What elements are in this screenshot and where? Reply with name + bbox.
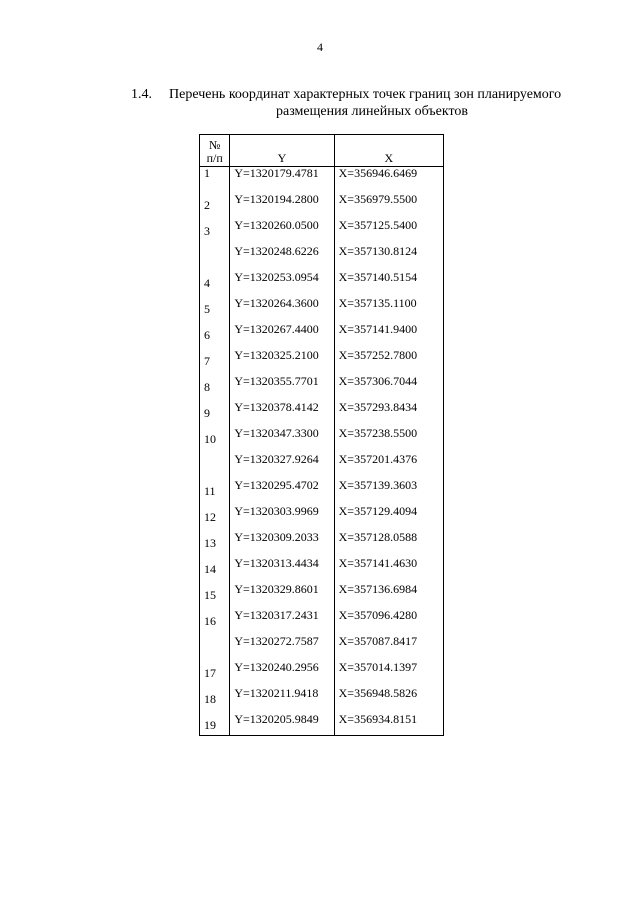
row-number-cell — [200, 349, 230, 375]
table-row — [200, 167, 444, 194]
x-coordinate: X=357129.4094 — [334, 505, 443, 531]
table-row — [200, 479, 444, 505]
x-coordinate: X=357125.5400 — [334, 219, 443, 245]
row-number-cell — [200, 635, 230, 661]
table-row — [200, 453, 444, 479]
y-coordinate: Y=1320378.4142 — [230, 401, 334, 427]
y-coordinate: Y=1320205.9849 — [230, 713, 334, 736]
y-coordinate: Y=1320179.4781 — [230, 167, 334, 194]
table-row — [200, 609, 444, 635]
table-row — [200, 635, 444, 661]
table-row — [200, 349, 444, 375]
header-x: X — [334, 135, 443, 167]
row-number: 13 — [204, 536, 216, 550]
y-coordinate: Y=1320313.4434 — [230, 557, 334, 583]
x-coordinate: X=357128.0588 — [334, 531, 443, 557]
y-coordinate: Y=1320211.9418 — [230, 687, 334, 713]
row-number: 19 — [204, 718, 216, 732]
row-number-cell — [200, 323, 230, 349]
table-header-row — [200, 135, 444, 167]
row-number-cell — [200, 167, 230, 194]
x-coordinate: X=357141.4630 — [334, 557, 443, 583]
table-row — [200, 219, 444, 245]
row-number-cell — [200, 713, 230, 736]
y-coordinate: Y=1320267.4400 — [230, 323, 334, 349]
x-coordinate: X=357087.8417 — [334, 635, 443, 661]
y-coordinate: Y=1320309.2033 — [230, 531, 334, 557]
y-coordinate: Y=1320248.6226 — [230, 245, 334, 271]
table-row — [200, 271, 444, 297]
table-row — [200, 193, 444, 219]
table-row — [200, 427, 444, 453]
header-number — [200, 135, 230, 167]
x-coordinate: X=357140.5154 — [334, 271, 443, 297]
header-number-line1: № — [208, 138, 221, 152]
heading-line-2: размещения линейных объектов — [276, 104, 469, 119]
table-row — [200, 297, 444, 323]
row-number-cell — [200, 297, 230, 323]
x-coordinate: X=356948.5826 — [334, 687, 443, 713]
row-number-cell — [200, 219, 230, 245]
row-number: 11 — [204, 484, 216, 498]
table-row — [200, 375, 444, 401]
row-number-cell — [200, 661, 230, 687]
row-number-cell — [200, 479, 230, 505]
row-number-cell — [200, 531, 230, 557]
x-coordinate: X=356934.8151 — [334, 713, 443, 736]
y-coordinate: Y=1320325.2100 — [230, 349, 334, 375]
row-number-cell — [200, 557, 230, 583]
row-number-cell — [200, 245, 230, 271]
y-coordinate: Y=1320253.0954 — [230, 271, 334, 297]
x-coordinate: X=357014.1397 — [334, 661, 443, 687]
row-number-cell — [200, 453, 230, 479]
table-row — [200, 505, 444, 531]
row-number: 17 — [204, 666, 216, 680]
y-coordinate: Y=1320194.2800 — [230, 193, 334, 219]
row-number: 6 — [204, 328, 210, 342]
row-number: 5 — [204, 302, 210, 316]
table-row — [200, 661, 444, 687]
x-coordinate: X=357293.8434 — [334, 401, 443, 427]
table-row — [200, 401, 444, 427]
y-coordinate: Y=1320240.2956 — [230, 661, 334, 687]
row-number: 18 — [204, 692, 216, 706]
row-number: 15 — [204, 588, 216, 602]
x-coordinate: X=357096.4280 — [334, 609, 443, 635]
x-coordinate: X=357130.8124 — [334, 245, 443, 271]
row-number-cell — [200, 375, 230, 401]
table-row — [200, 323, 444, 349]
x-coordinate: X=357252.7800 — [334, 349, 443, 375]
heading-line-1 — [131, 86, 561, 103]
y-coordinate: Y=1320295.4702 — [230, 479, 334, 505]
row-number-cell — [200, 271, 230, 297]
table-row — [200, 531, 444, 557]
y-coordinate: Y=1320272.7587 — [230, 635, 334, 661]
table-row — [200, 557, 444, 583]
row-number: 2 — [204, 198, 210, 212]
y-coordinate: Y=1320317.2431 — [230, 609, 334, 635]
row-number: 9 — [204, 406, 210, 420]
row-number: 4 — [204, 276, 210, 290]
x-coordinate: X=357136.6984 — [334, 583, 443, 609]
y-coordinate: Y=1320355.7701 — [230, 375, 334, 401]
x-coordinate: X=356946.6469 — [334, 167, 443, 194]
x-coordinate: X=357238.5500 — [334, 427, 443, 453]
y-coordinate: Y=1320260.0500 — [230, 219, 334, 245]
table-row — [200, 713, 444, 736]
y-coordinate: Y=1320347.3300 — [230, 427, 334, 453]
row-number: 3 — [204, 224, 210, 238]
heading-text-1: Перечень координат характерных точек границ зон планируемого — [169, 87, 562, 102]
x-coordinate: X=357135.1100 — [334, 297, 443, 323]
coordinates-table — [199, 134, 444, 736]
x-coordinate: X=357139.3603 — [334, 479, 443, 505]
y-coordinate: Y=1320303.9969 — [230, 505, 334, 531]
y-coordinate: Y=1320264.3600 — [230, 297, 334, 323]
table-row — [200, 583, 444, 609]
header-y: Y — [230, 135, 334, 167]
row-number: 14 — [204, 562, 216, 576]
x-coordinate: X=357306.7044 — [334, 375, 443, 401]
row-number: 8 — [204, 380, 210, 394]
y-coordinate: Y=1320329.8601 — [230, 583, 334, 609]
row-number: 7 — [204, 354, 210, 368]
row-number: 12 — [204, 510, 216, 524]
x-coordinate: X=357201.4376 — [334, 453, 443, 479]
row-number-cell — [200, 193, 230, 219]
row-number-cell — [200, 583, 230, 609]
section-number: 1.4. — [131, 87, 152, 102]
row-number-cell — [200, 401, 230, 427]
row-number: 1 — [204, 166, 210, 180]
page-number: 4 — [317, 40, 323, 54]
table-row — [200, 245, 444, 271]
x-coordinate: X=356979.5500 — [334, 193, 443, 219]
table-row — [200, 687, 444, 713]
row-number: 16 — [204, 614, 216, 628]
row-number-cell — [200, 505, 230, 531]
row-number-cell — [200, 609, 230, 635]
x-coordinate: X=357141.9400 — [334, 323, 443, 349]
row-number-cell — [200, 687, 230, 713]
row-number-cell — [200, 427, 230, 453]
row-number: 10 — [204, 432, 216, 446]
table-body — [200, 167, 444, 736]
y-coordinate: Y=1320327.9264 — [230, 453, 334, 479]
header-number-line2: п/п — [206, 151, 223, 165]
